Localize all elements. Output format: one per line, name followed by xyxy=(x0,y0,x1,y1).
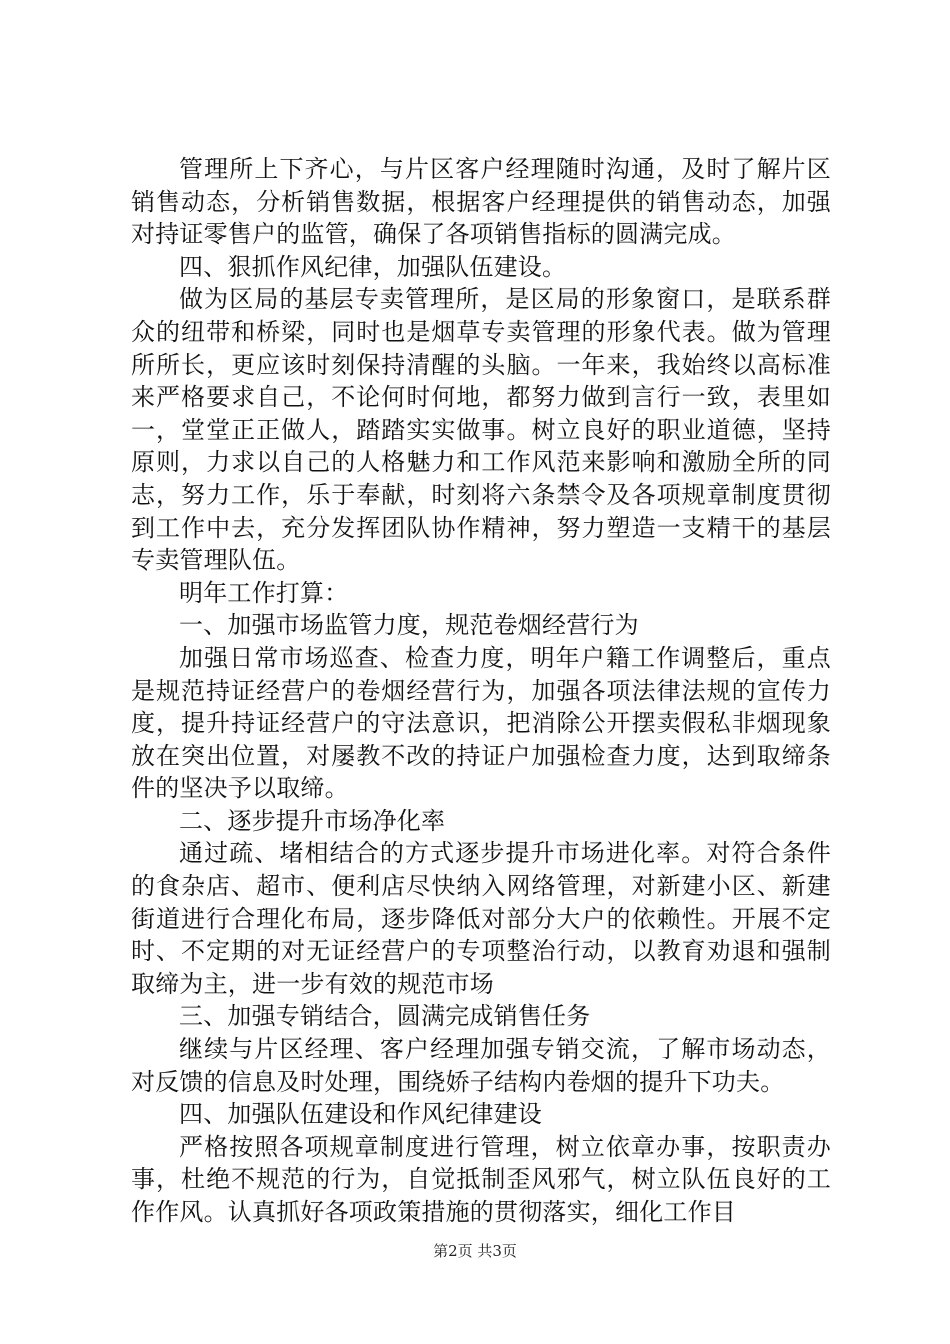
paragraph-sales-tasks: 继续与片区经理、客户经理加强专销交流，了解市场动态，对反馈的信息及时处理，围绕娇子结构内卷烟的提升下功夫。 xyxy=(131,1035,831,1096)
page-number-footer: 第2页 共3页 xyxy=(433,1242,517,1260)
section-heading-market-supervision: 一、加强市场监管力度，规范卷烟经营行为 xyxy=(179,611,639,640)
paragraph-market-supervision: 加强日常市场巡查、检查力度，明年户籍工作调整后，重点是规范持证经营户的卷烟经营行为，加强各项法律法规的宣传力度，提升持证经营户的守法意识，把消除公开摆卖假私非烟现象放在突出位置，对屡教不改的持证户加强检查力度，达到取缔条件的坚决予以取缔。 xyxy=(131,643,831,803)
section-heading-discipline: 四、狠抓作风纪律，加强队伍建设。 xyxy=(179,252,567,281)
section-heading-team-building: 四、加强队伍建设和作风纪律建设 xyxy=(179,1100,542,1129)
paragraph-sales-coordination: 管理所上下齐心，与片区客户经理随时沟通，及时了解片区销售动态，分析销售数据，根据客户经理提供的销售动态，加强对持证零售户的监管，确保了各项销售指标的圆满完成。 xyxy=(131,155,831,249)
section-heading-market-purification: 二、逐步提升市场净化率 xyxy=(179,806,446,835)
section-heading-sales-tasks: 三、加强专销结合，圆满完成销售任务 xyxy=(179,1002,591,1031)
paragraph-management-role: 做为区局的基层专卖管理所，是区局的形象窗口，是联系群众的纽带和桥梁，同时也是烟草专卖管理的形象代表。做为管理所所长，更应该时刻保持清醒的头脑。一年来，我始终以高标准来严格要求自己，不论何时何地，都努力做到言行一致，表里如一，堂堂正正做人，踏踏实实做事。树立良好的职业道德，坚持原则，力求以自己的人格魅力和工作风范来影响和激励全所的同志，努力工作，乐于奉献，时刻将六条禁令及各项规章制度贯彻到工作中去，充分发挥团队协作精神，努力塑造一支精干的基层专卖管理队伍。 xyxy=(131,285,831,575)
paragraph-market-purification: 通过疏、堵相结合的方式逐步提升市场进化率。对符合条件的食杂店、超市、便利店尽快纳入网络管理，对新建小区、新建街道进行合理化布局，逐步降低对部分大户的依赖性。开展不定时、不定期的对无证经营户的专项整治行动，以教育劝退和强制取缔为主，进一步有效的规范市场 xyxy=(131,839,831,998)
document-body xyxy=(131,153,831,1229)
paragraph-team-building: 严格按照各项规章制度进行管理，树立依章办事，按职责办事，杜绝不规范的行为，自觉抵制歪风邪气，树立队伍良好的工作作风。认真抓好各项政策措施的贯彻落实，细化工作目 xyxy=(131,1132,831,1226)
section-heading-next-year-plan: 明年工作打算： xyxy=(179,578,349,607)
